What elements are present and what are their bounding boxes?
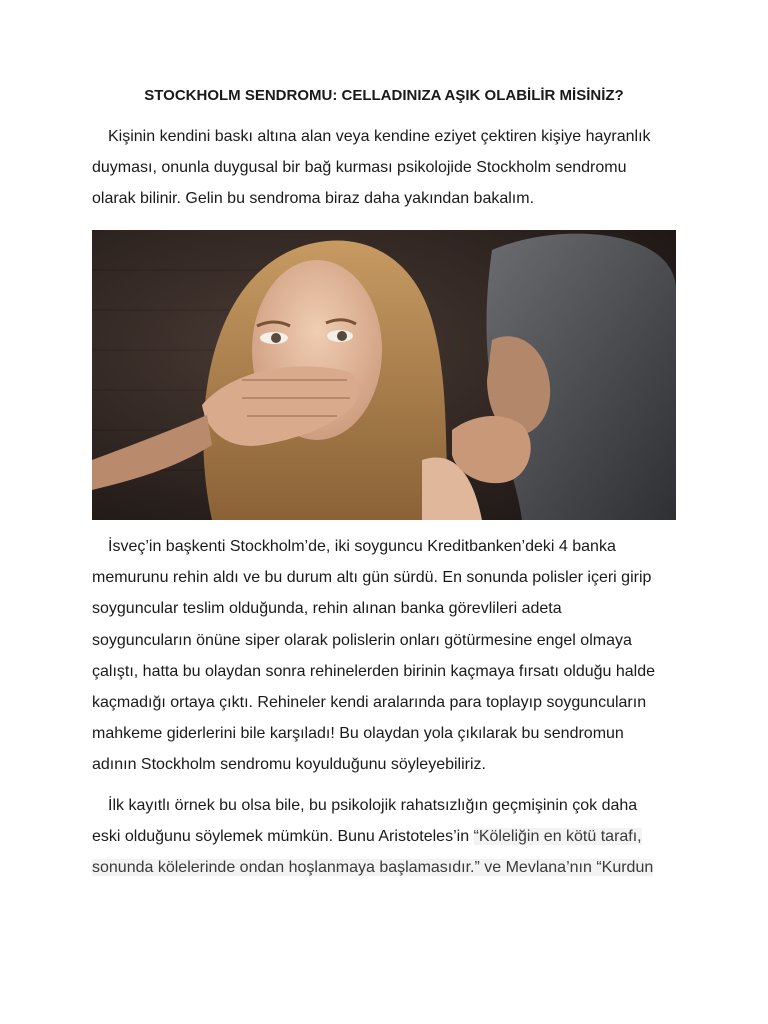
highlighted-quote: sonunda kölelerinde ondan hoşlanmaya başlamasıdır.” bbox=[92, 859, 480, 877]
text-line: kaçmadığı ortaya çıktı. Rehineler kendi aralarında para toplayıp soyguncuların bbox=[92, 694, 647, 712]
text-line: olarak bilinir. Gelin bu sendroma biraz daha yakından bakalım. bbox=[92, 190, 535, 208]
highlighted-quote: “Köleliğin en kötü tarafı, bbox=[473, 828, 642, 846]
text-line: memurunu rehin aldı ve bu durum altı gün sürdü. En sonunda polisler içeri girip bbox=[92, 569, 652, 587]
text-line: Kişinin kendini baskı altına alan veya kendine eziyet çektiren kişiye hayranlık bbox=[108, 128, 651, 145]
text-line: mahkeme giderlerini bile karşıladı! Bu olaydan yola çıkılarak bu sendromun bbox=[92, 725, 624, 743]
photo-illustration bbox=[92, 230, 676, 520]
text-line: İlk kayıtlı örnek bu olsa bile, bu psikolojik rahatsızlığın geçmişinin çok daha bbox=[108, 797, 638, 814]
text-line: adının Stockholm sendromu koyulduğunu söyleyebiliriz. bbox=[92, 756, 486, 774]
paragraph-intro bbox=[92, 121, 676, 215]
text-line bbox=[92, 821, 676, 852]
text-fragment: eski olduğunu söylemek mümkün. Bunu Aristoteles’in bbox=[92, 828, 474, 846]
text-line: duyması, onunla duygusal bir bağ kurması psikolojide Stockholm sendromu bbox=[92, 159, 627, 177]
highlighted-quote: “Kurdun bbox=[596, 859, 654, 877]
text-line: soyguncuların önüne siper olarak polislerin onları götürmesine engel olmaya bbox=[92, 631, 632, 649]
text-fragment: ve Mevlana’nın bbox=[479, 859, 597, 877]
text-line: soyguncular teslim olduğunda, rehin alınan banka görevlileri adeta bbox=[92, 600, 562, 618]
text-line: İsveç’in başkenti Stockholm’de, iki soyguncu Kreditbanken’deki 4 banka bbox=[108, 538, 616, 555]
paragraph-origin bbox=[92, 790, 676, 884]
text-line: çalıştı, hatta bu olaydan sonra rehinelerden birinin kaçmaya fırsatı olduğu halde bbox=[92, 662, 656, 680]
text-line bbox=[92, 852, 676, 883]
document-title: STOCKHOLM SENDROMU: CELLADINIZA AŞIK OLABİLİR MİSİNİZ? bbox=[144, 87, 624, 104]
paragraph-history bbox=[92, 531, 676, 781]
article-photo bbox=[92, 230, 676, 520]
